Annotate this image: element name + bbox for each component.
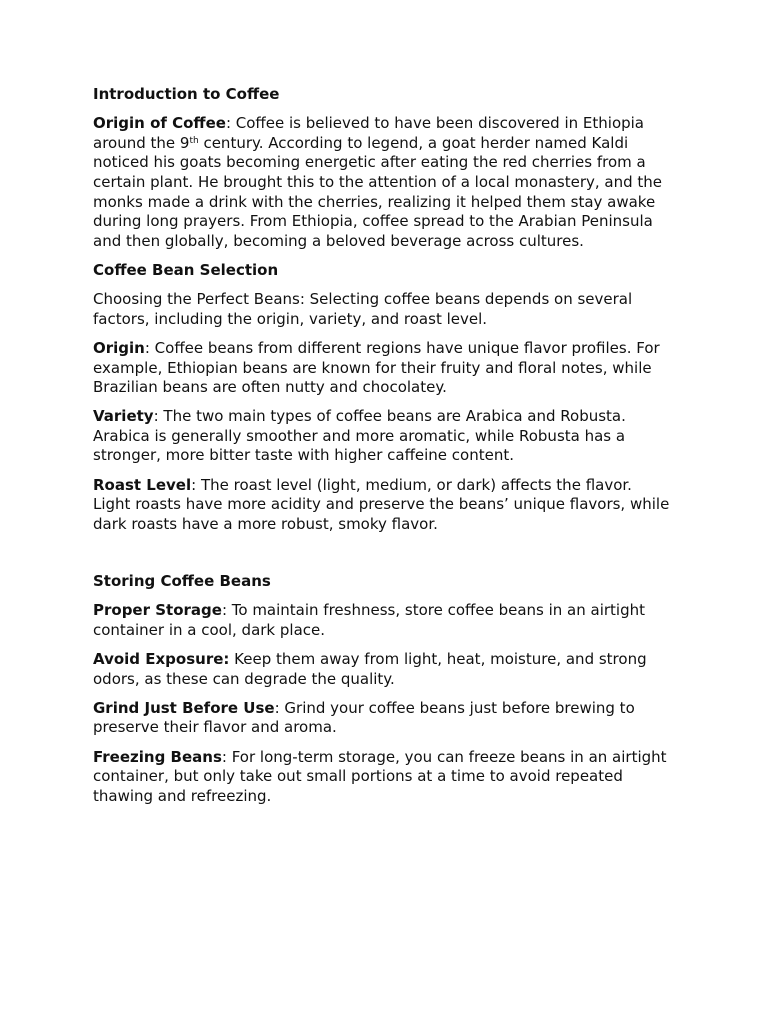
term-origin: Origin	[93, 338, 145, 357]
document-page	[93, 85, 673, 816]
paragraph-freezing-beans	[93, 748, 673, 807]
freezing-beans-description: : For long-term storage, you can freeze beans in an airtight container, but only take out small portions at a time to avoid repeated thawing and refreezing.	[93, 747, 667, 805]
section-heading-storing: Storing Coffee Beans	[93, 572, 271, 591]
term-origin-of-coffee: Origin of Coffee	[93, 114, 226, 133]
term-freezing-beans: Freezing Beans	[93, 747, 222, 766]
paragraph-choosing-beans: Choosing the Perfect Beans: Selecting coffee beans depends on several factors, including the origin, variety, and roast level.	[93, 290, 633, 328]
blank-line	[93, 544, 673, 572]
origin-text-part-1: : Coffee is believed to have been discovered in Ethiopia around the 9	[93, 114, 645, 152]
grind-before-use-description: : Grind your coffee beans just before brewing to preserve their flavor and aroma.	[93, 698, 635, 737]
section-heading-bean-selection: Coffee Bean Selection	[93, 260, 279, 279]
section-heading-introduction: Introduction to Coffee	[93, 85, 280, 103]
term-grind-before-use: Grind Just Before Use	[93, 698, 275, 717]
paragraph-grind-before-use	[93, 699, 673, 738]
avoid-exposure-description: Keep them away from light, heat, moisture, and strong odors, as these can degrade the quality.	[93, 650, 647, 688]
origin-text-part-2: century. According to legend, a goat herder named Kaldi noticed his goats becoming energetic after eating the red cherries from a certain plant. He brought this to the attention of a local monastery, and the monks made a drink with the cherries, realizing it helped them stay awake during long prayers. From Ethiopia, coffee spread to the Arabian Peninsula and then globally, becoming a beloved beverage across cultures.	[93, 133, 663, 250]
ordinal-superscript: th	[189, 135, 199, 146]
roast-level-description: : The roast level (light, medium, or dark) affects the flavor. Light roasts have more acidity and preserve the beans’ unique flavors, while dark roasts have a more robust, smoky flavor.	[93, 475, 670, 533]
term-avoid-exposure: Avoid Exposure:	[93, 650, 230, 668]
proper-storage-description: : To maintain freshness, store coffee beans in an airtight container in a cool, dark place.	[93, 601, 645, 639]
paragraph-avoid-exposure	[93, 650, 673, 689]
paragraph-variety	[93, 407, 673, 466]
term-proper-storage: Proper Storage	[93, 601, 222, 620]
paragraph-origin	[93, 339, 673, 398]
variety-description: : The two main types of coffee beans are Arabica and Robusta. Arabica is generally smoother and more aromatic, while Robusta has a stronger, more bitter taste with higher caffeine content.	[93, 407, 626, 465]
term-roast-level: Roast Level	[93, 475, 192, 494]
term-variety: Variety	[93, 407, 154, 426]
origin-description: : Coffee beans from different regions have unique flavor profiles. For example, Ethiopian beans are known for their fruity and floral notes, while Brazilian beans are often nutty and chocolatey.	[93, 338, 660, 397]
paragraph-origin-of-coffee	[93, 114, 673, 251]
paragraph-proper-storage	[93, 601, 673, 640]
paragraph-roast-level	[93, 476, 673, 535]
